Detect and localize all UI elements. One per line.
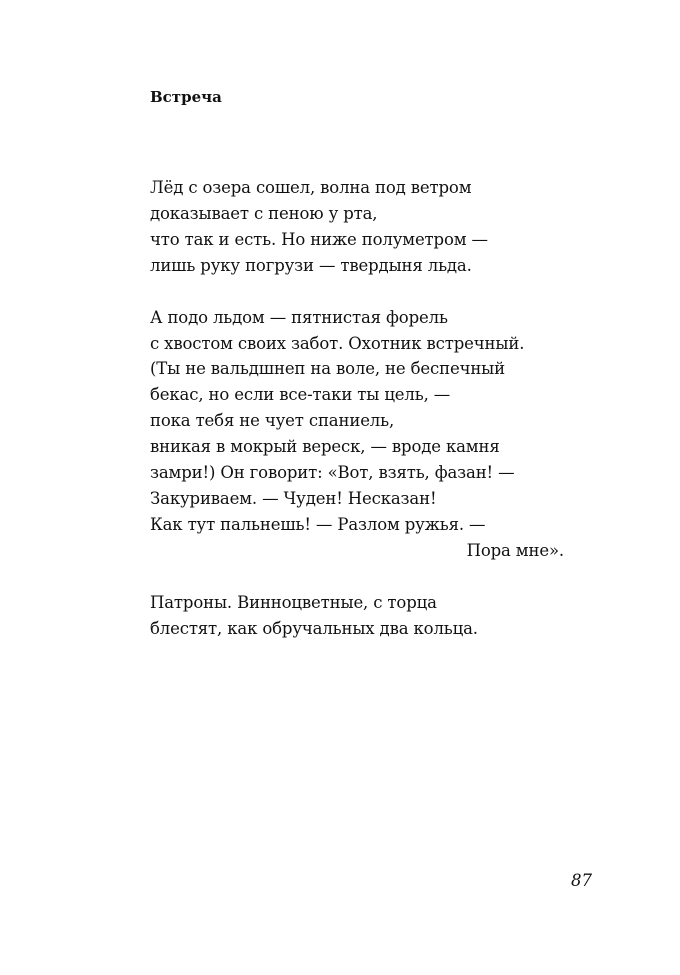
poem-line: доказывает с пеною у рта,: [150, 203, 378, 223]
poem-line: Как тут пальнешь! — Разлом ружья. —: [150, 514, 486, 534]
stanza-3: [150, 590, 580, 642]
page-number: 87: [571, 871, 592, 890]
poem-line: Лёд с озера сошел, волна под ветром: [150, 178, 472, 197]
poem-line: блестят, как обручальных два кольца.: [150, 618, 478, 638]
poem-line: пока тебя не чует спаниель,: [150, 411, 395, 431]
poem-line: Патроны. Винноцветные, с торца: [150, 592, 437, 612]
poem-title: Встреча: [150, 88, 222, 106]
poem-line: что так и есть. Но ниже полуметром —: [150, 229, 488, 249]
poem-line: с хвостом своих забот. Охотник встречный.: [150, 333, 525, 353]
poem-line: замри!) Он говорит: «Вот, взять, фазан! —: [150, 463, 515, 483]
stanza-1: [150, 175, 580, 279]
poem-line: вникая в мокрый вереск, — вроде камня: [150, 437, 500, 457]
poem-line-indented: Пора мне».: [466, 540, 564, 560]
poem-line: лишь руку погрузи — твердыня льда.: [150, 255, 472, 275]
poem-body: [150, 175, 580, 668]
poem-line: бекас, но если все-таки ты цель, —: [150, 385, 451, 405]
stanza-2: [150, 305, 580, 564]
poem-line: (Ты не вальдшнеп на воле, не беспечный: [150, 359, 506, 379]
poem-line: Закуриваем. — Чуден! Несказан!: [150, 488, 437, 508]
poem-line: А подо льдом — пятнистая форель: [150, 307, 448, 327]
